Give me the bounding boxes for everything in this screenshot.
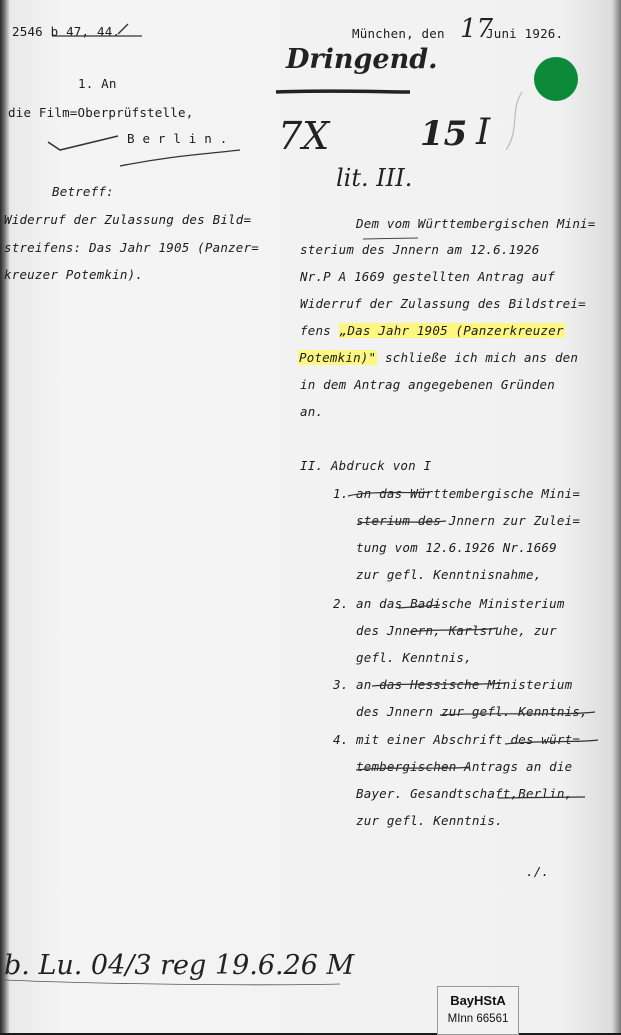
footer-handwritten: b. Lu. 04/3 reg 19.6.26 M	[4, 950, 355, 981]
body-line: Widerruf der Zulassung des Bildstrei=	[300, 296, 586, 311]
archive-label-line-2: MInn 66561	[447, 1013, 509, 1025]
item-underline-stroke	[358, 521, 446, 523]
reference-number: 2546 b 47, 44.	[12, 24, 121, 39]
dringend-underline-stroke	[276, 91, 410, 92]
film-title-highlight-end: Potemkin)"	[299, 350, 377, 365]
item-underline-stroke	[398, 605, 440, 608]
address-check-stroke	[48, 136, 118, 150]
subject-line: streifens: Das Jahr 1905 (Panzer=	[4, 240, 259, 255]
item-line: tembergischen Antrags an die	[356, 759, 573, 774]
item-number: 1.	[333, 486, 349, 501]
item-line: an das Badische Ministerium	[356, 596, 565, 611]
item-line: gefl. Kenntnis,	[356, 650, 472, 665]
body-line: in dem Antrag angegebenen Gründen	[300, 377, 555, 392]
address-underline-stroke	[120, 150, 240, 166]
footer-baseline-stroke	[4, 980, 340, 985]
item-line: mit einer Abschrift des würt=	[356, 732, 581, 747]
archive-label-line-1: BayHStA	[450, 993, 506, 1008]
address-line-1: 1. An	[78, 76, 117, 91]
item-underline-stroke	[440, 712, 595, 715]
section-heading: II. Abdruck von I	[300, 458, 432, 473]
date-day-handwritten: 17	[460, 14, 494, 44]
item-underline-stroke	[498, 797, 585, 798]
item-number: 3.	[333, 677, 349, 692]
subject-line: Widerruf der Zulassung des Bild=	[4, 212, 252, 227]
subject-label: Betreff:	[52, 184, 114, 199]
body-line: an.	[300, 404, 324, 419]
end-mark: ./.	[526, 864, 550, 879]
mark-15-handwritten: 15	[420, 114, 468, 154]
body-line: Nr.P A 1669 gestellten Antrag auf	[300, 269, 555, 284]
address-line-2: die Film=Oberprüfstelle,	[8, 105, 194, 120]
place-date: München, den	[352, 26, 445, 41]
item-number: 2.	[333, 596, 349, 611]
address-line-3: B e r l i n .	[127, 131, 228, 146]
item-line: zur gefl. Kenntnis.	[356, 813, 503, 828]
item-underline-stroke	[372, 683, 505, 686]
mark-roman-handwritten: lit. III.	[336, 164, 413, 192]
item-underline-stroke	[348, 492, 430, 496]
faint-pencil-stroke	[506, 92, 522, 150]
ref-check-stroke	[118, 24, 128, 34]
item-line: des Jnnern, Karlsruhe, zur	[356, 623, 557, 638]
item-underline-stroke	[505, 740, 598, 744]
subject-line: kreuzer Potemkin).	[4, 267, 144, 282]
item-underline-stroke	[410, 628, 498, 632]
body-text: fens	[300, 323, 339, 338]
item-underline-stroke	[356, 767, 470, 770]
body-line: sterium des Jnnern am 12.6.1926	[300, 242, 540, 257]
item-line: zur gefl. Kenntnisnahme,	[356, 567, 542, 582]
item-line: des Jnnern zur gefl. Kenntnis,	[356, 704, 588, 719]
body-line: Dem vom Württembergischen Mini=	[356, 216, 596, 231]
mark-i-handwritten: I	[476, 112, 491, 153]
date-rest: Juni 1926.	[486, 26, 564, 41]
item-line: tung vom 12.6.1926 Nr.1669	[356, 540, 557, 555]
mark-7x-handwritten: 7X	[278, 114, 330, 158]
item-line: Bayer. Gesandtschaft,Berlin,	[356, 786, 573, 801]
dringend-handwritten: Dringend.	[286, 44, 438, 75]
item-number: 4.	[333, 732, 349, 747]
item-line: an das Württembergische Mini=	[356, 486, 581, 501]
body-underline-stroke	[363, 238, 418, 239]
archive-label	[437, 986, 519, 1035]
item-line: sterium des Jnnern zur Zulei=	[356, 513, 581, 528]
body-text: schließe ich mich ans den	[377, 350, 579, 365]
item-line: an das Hessische Ministerium	[356, 677, 573, 692]
film-title-highlight: „Das Jahr 1905 (Panzerkreuzer	[339, 323, 564, 338]
